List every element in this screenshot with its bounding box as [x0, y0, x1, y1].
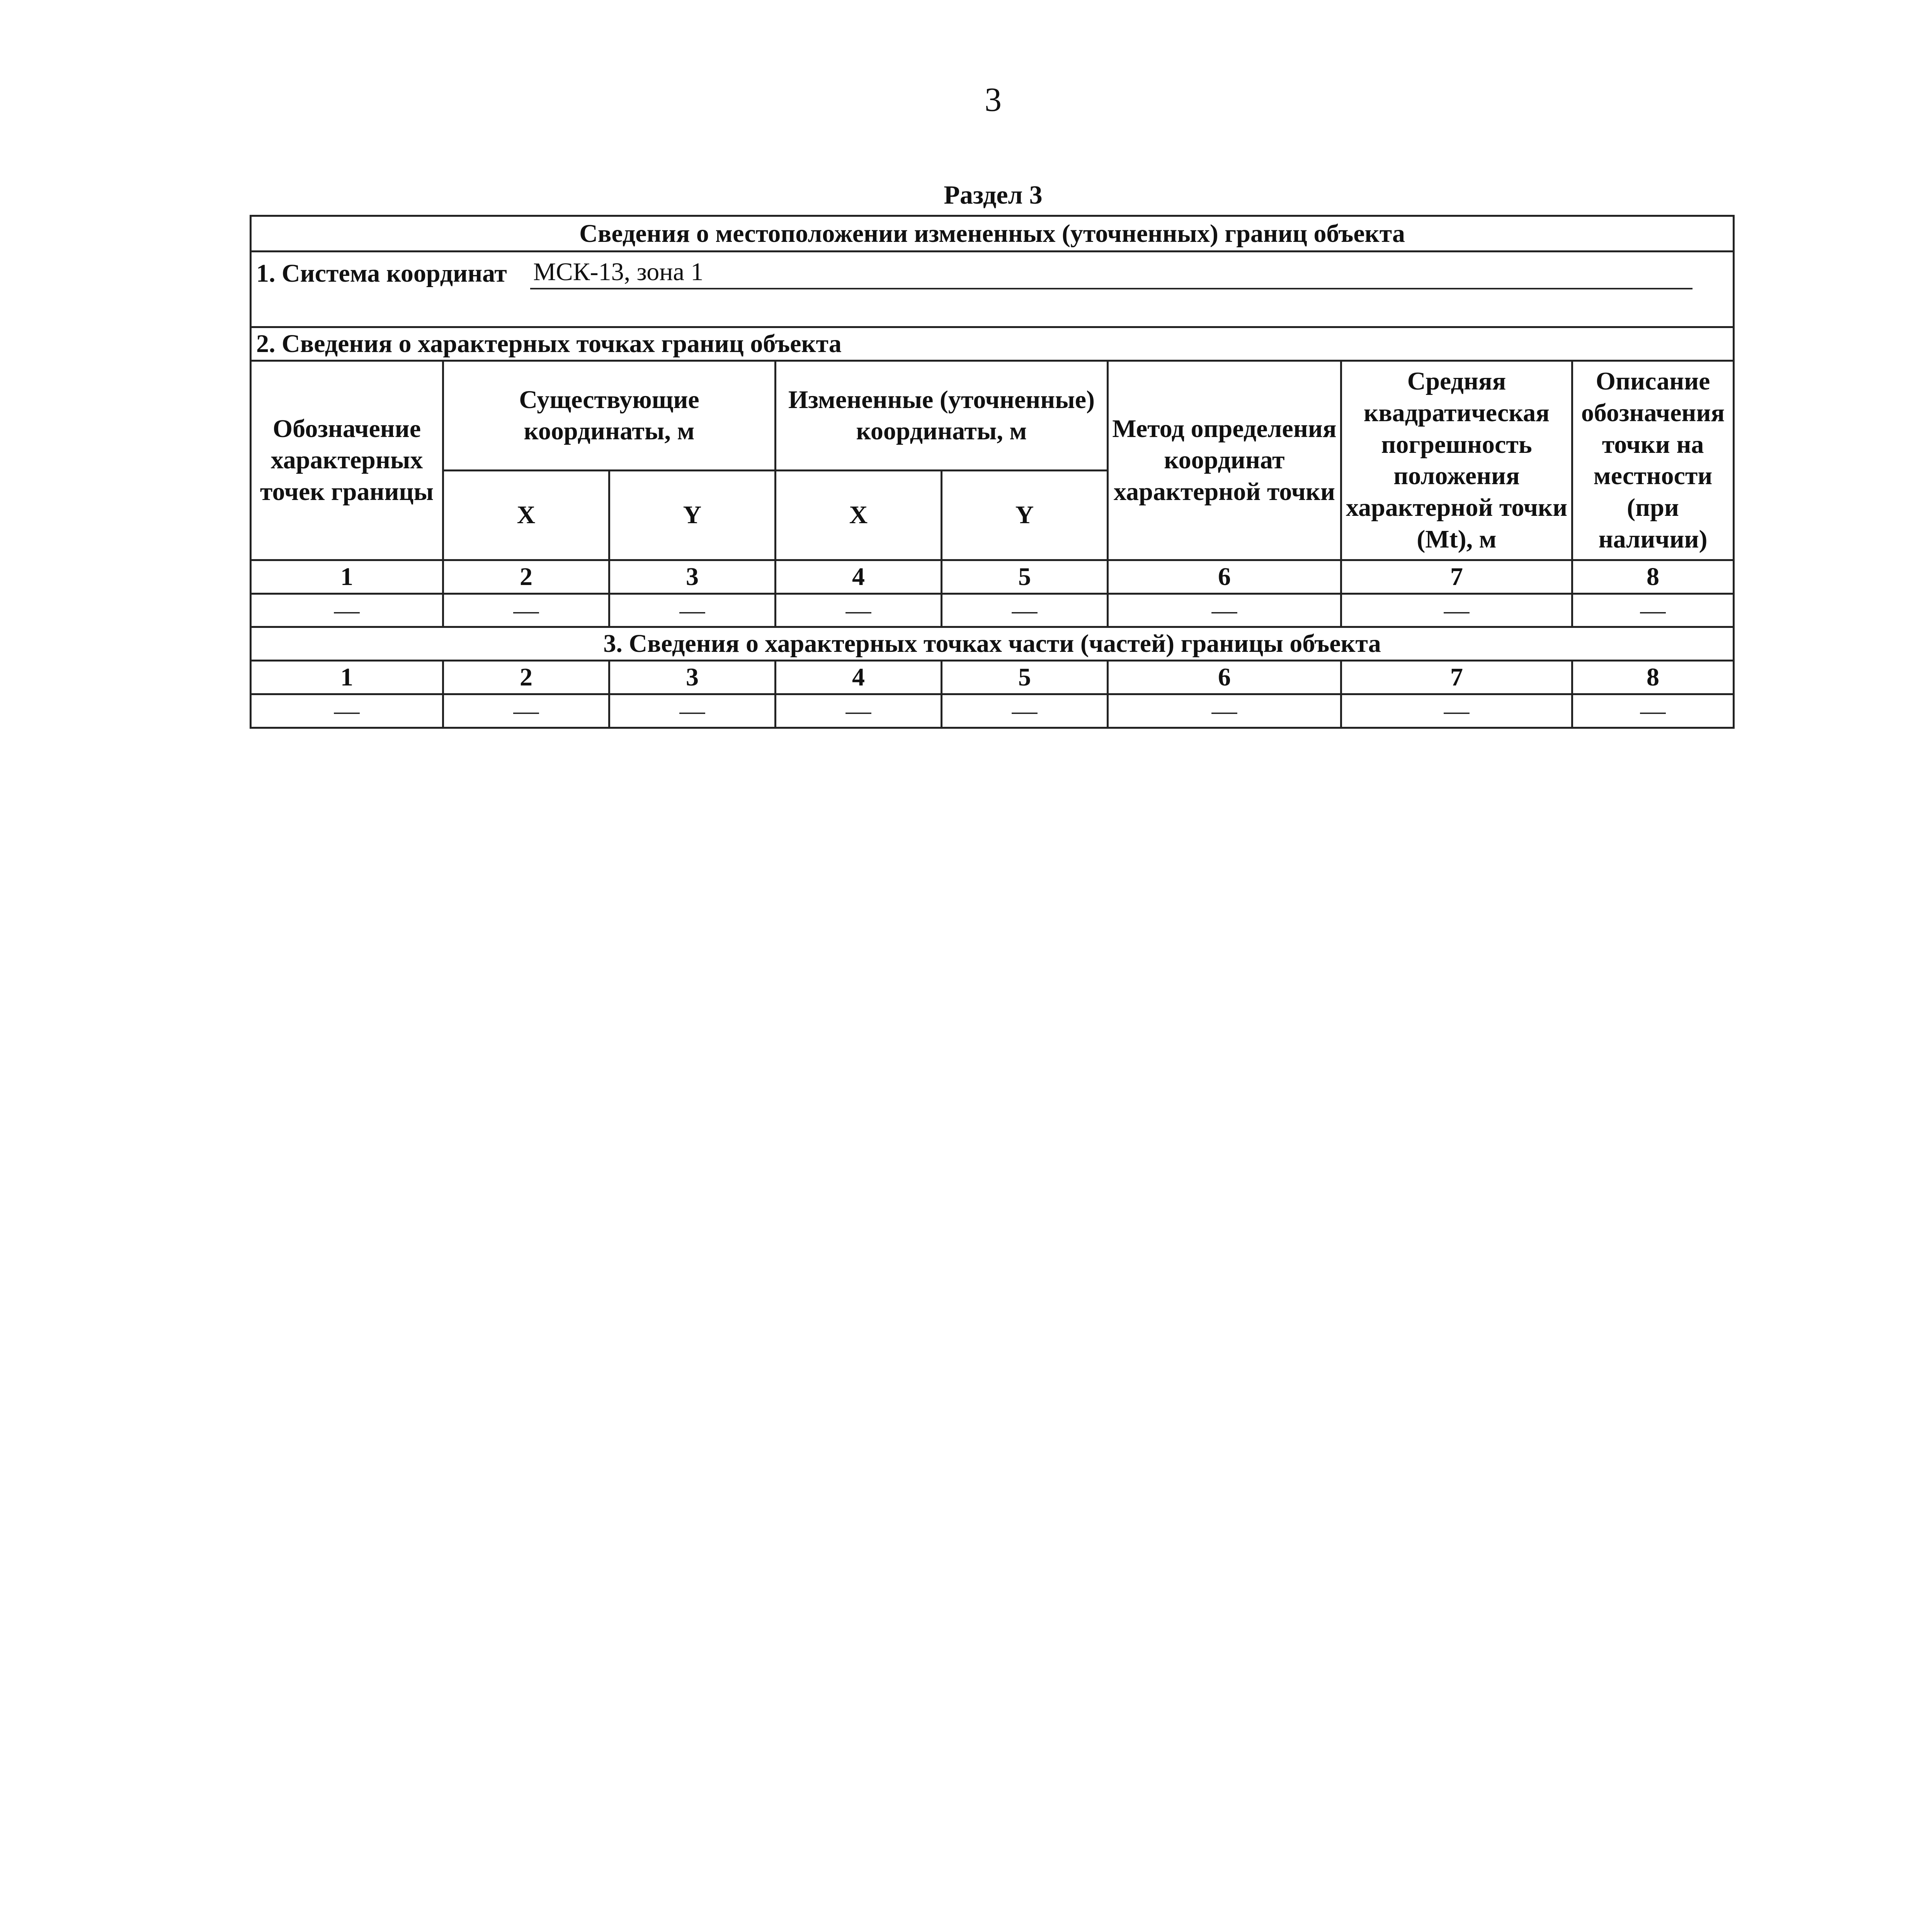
table-row — [251, 694, 1734, 728]
table-cell: — — [1341, 594, 1572, 627]
col-existing-header: Существующие координаты, м — [443, 361, 776, 470]
column-number: 6 — [1108, 560, 1341, 594]
table-cell: — — [942, 594, 1108, 627]
column-number: 8 — [1572, 661, 1734, 694]
table-cell: — — [1341, 694, 1572, 728]
table-cell: — — [443, 694, 609, 728]
column-number: 1 — [251, 661, 443, 694]
column-number: 8 — [1572, 560, 1734, 594]
column-number: 7 — [1341, 661, 1572, 694]
column-number: 6 — [1108, 661, 1341, 694]
col-existing-x-header: X — [443, 470, 609, 560]
parts-column-numbers-row — [251, 661, 1734, 694]
column-number: 2 — [443, 661, 609, 694]
col-changed-y-header: Y — [942, 470, 1108, 560]
col-error-header: Средняя квадратическая погрешность положения характерной точки (Mt), м — [1341, 361, 1572, 560]
col-designation-header: Обозначение характерных точек границы — [251, 361, 443, 560]
column-number: 5 — [942, 560, 1108, 594]
section-title: Раздел 3 — [944, 180, 1043, 209]
col-method-header: Метод определения координат характерной точки — [1108, 361, 1341, 560]
col-description-header: Описание обозначения точки на местности (при наличии) — [1572, 361, 1734, 560]
column-number: 5 — [942, 661, 1108, 694]
table-cell: — — [251, 694, 443, 728]
table-cell: — — [1572, 594, 1734, 627]
table-cell: — — [1572, 694, 1734, 728]
col-changed-x-header: X — [776, 470, 942, 560]
table-cell: — — [1108, 594, 1341, 627]
points-column-numbers-row — [251, 560, 1734, 594]
col-changed-header: Измененные (уточненные) координаты, м — [776, 361, 1108, 470]
col-existing-y-header: Y — [609, 470, 776, 560]
table-cell: — — [251, 594, 443, 627]
column-number: 4 — [776, 560, 942, 594]
boundary-form-table — [250, 215, 1735, 729]
coordinate-system-row — [251, 252, 1734, 327]
parts-section-title: 3. Сведения о характерных точках части (частей) границы объекта — [251, 627, 1734, 661]
column-number: 3 — [609, 560, 776, 594]
table-row — [251, 594, 1734, 627]
column-number: 2 — [443, 560, 609, 594]
coordinate-system-value: МСК-13, зона 1 — [530, 256, 1693, 289]
table-cell: — — [609, 694, 776, 728]
table-cell: — — [776, 694, 942, 728]
column-number: 1 — [251, 560, 443, 594]
coordinate-system-label: 1. Система координат — [256, 259, 507, 288]
table-cell: — — [609, 594, 776, 627]
table-cell: — — [1108, 694, 1341, 728]
page-number: 3 — [985, 81, 1002, 119]
table-cell: — — [443, 594, 609, 627]
table-title: Сведения о местоположении измененных (уточненных) границ объекта — [251, 216, 1734, 252]
points-section-title: 2. Сведения о характерных точках границ объекта — [251, 327, 1734, 361]
column-number: 3 — [609, 661, 776, 694]
column-number: 7 — [1341, 560, 1572, 594]
column-number: 4 — [776, 661, 942, 694]
table-cell: — — [776, 594, 942, 627]
table-cell: — — [942, 694, 1108, 728]
